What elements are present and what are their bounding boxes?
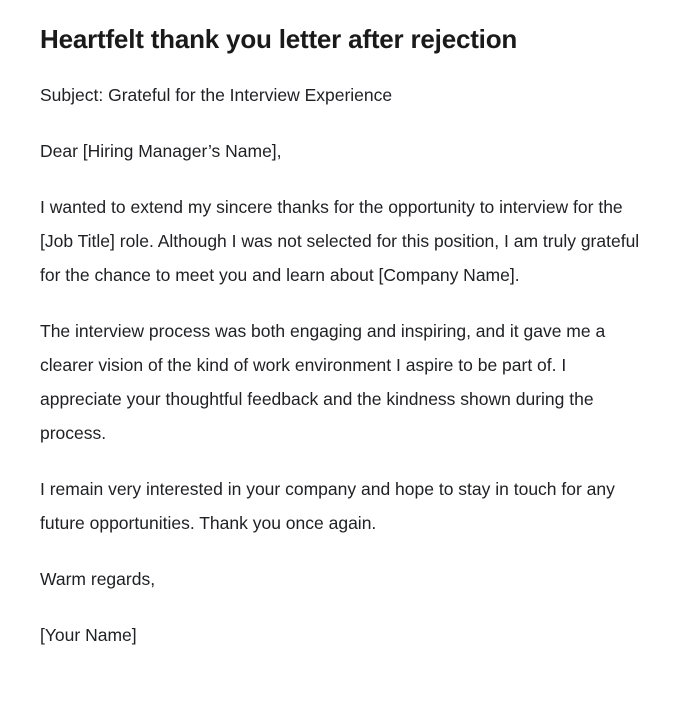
paragraph-salutation: Dear [Hiring Manager’s Name], <box>40 141 282 161</box>
page-title: Heartfelt thank you letter after rejection <box>40 24 518 54</box>
paragraph-body-3: I remain very interested in your company and hope to stay in touch for any future opportunities. Thank you once again. <box>40 479 615 533</box>
paragraph-body-1: I wanted to extend my sincere thanks for the opportunity to interview for the [Job Title] role. Although I was not selected for this position, I am truly grateful for the chance to meet you and learn about [Company Name]. <box>40 197 640 285</box>
paragraph-closing: Warm regards, <box>40 569 156 589</box>
paragraph-subject: Subject: Grateful for the Interview Experience <box>40 85 393 105</box>
paragraph-body-2: The interview process was both engaging and inspiring, and it gave me a clearer vision of the kind of work environment I aspire to be part of. I appreciate your thoughtful feedback and the kindness shown during the process. <box>40 321 606 443</box>
paragraph-signature: [Your Name] <box>40 625 137 645</box>
